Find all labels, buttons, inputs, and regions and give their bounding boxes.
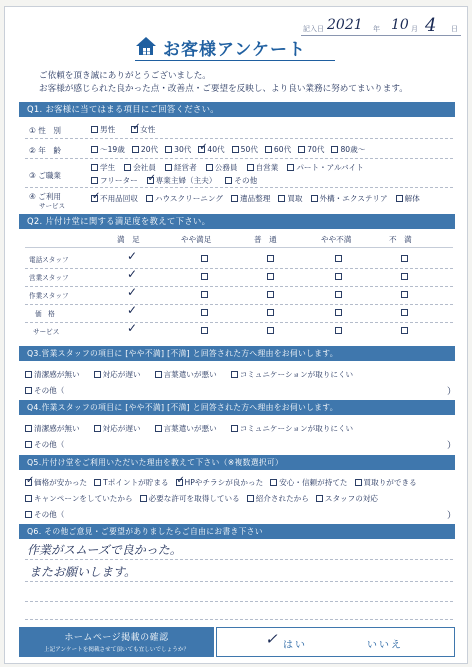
option-age-50s[interactable]: 50代 <box>232 144 258 155</box>
house-icon <box>135 36 157 60</box>
checkbox[interactable] <box>335 273 342 280</box>
option-buyback[interactable]: 買取りができる <box>355 477 417 488</box>
option-bad-language[interactable]: 言葉遣いが悪い <box>155 423 217 434</box>
option-slow-response[interactable]: 対応が遅い <box>94 369 141 380</box>
option-job-other[interactable]: その他 <box>225 175 257 186</box>
q1-heading: Q1. お客様に当てはまる項目にご回答ください。 <box>19 102 455 117</box>
checkbox[interactable] <box>335 309 342 316</box>
age-options <box>91 144 365 155</box>
checkbox[interactable] <box>201 273 208 280</box>
divider <box>25 322 453 323</box>
option-cheap-price[interactable]: ✓ 価格が安かった <box>25 477 87 488</box>
service-label: ④ ご利用 <box>29 192 62 201</box>
option-age-80[interactable]: 80歳～ <box>331 144 365 155</box>
row-label: 電話スタッフ <box>29 256 69 264</box>
consent-no[interactable]: いいえ <box>367 640 403 651</box>
divider <box>25 187 453 188</box>
checkbox[interactable] <box>335 291 342 298</box>
q5-other[interactable]: その他（ <box>25 509 64 520</box>
option-homemaker[interactable]: ✓ 専業主婦（主夫） <box>147 175 217 186</box>
q5-options-row1 <box>25 477 417 488</box>
intro-line-2: お客様が感じられた良かった点・改善点・ご要望を反映し、より良い業務に努めてまいります。 <box>39 84 408 94</box>
satisfaction-header <box>5 234 468 246</box>
divider <box>25 286 453 287</box>
survey-sheet <box>4 6 468 664</box>
checkbox[interactable] <box>401 309 408 316</box>
q3-heading: Q3.営業スタッフの項目に [やや不満] [不満] と回答された方へ理由をお伺いします。 <box>19 346 455 361</box>
homepage-consent-label <box>19 627 214 657</box>
age-label: ② 年 齢 <box>29 146 62 155</box>
checkbox[interactable] <box>201 291 208 298</box>
check-mark[interactable]: ✓ <box>127 249 138 263</box>
option-age-60s[interactable]: 60代 <box>265 144 291 155</box>
checkbox[interactable] <box>401 273 408 280</box>
check-mark[interactable]: ✓ <box>127 267 138 281</box>
checkbox-checked[interactable] <box>131 126 138 133</box>
checkbox[interactable] <box>267 327 274 334</box>
consent-title: ホームページ掲載の確認 <box>64 633 169 643</box>
option-student[interactable]: 学生 <box>91 162 115 173</box>
option-age-19[interactable]: ～19歳 <box>91 144 125 155</box>
row-phone-staff <box>5 249 468 267</box>
date-month[interactable]: 10 <box>391 17 409 33</box>
checkbox[interactable] <box>201 309 208 316</box>
date-year[interactable]: 2021 <box>327 17 363 33</box>
option-self-employed[interactable]: 自営業 <box>247 162 279 173</box>
page-title: お客様アンケート <box>163 40 306 60</box>
option-estate-clearing[interactable]: 遺品整理 <box>231 193 270 204</box>
option-female[interactable]: ✓ 女性 <box>131 124 155 135</box>
comment-rule <box>25 601 453 602</box>
option-age-20s[interactable]: 20代 <box>132 144 158 155</box>
divider <box>25 247 453 248</box>
month-unit: 月 <box>411 25 418 33</box>
option-bad-language[interactable]: 言葉遣いが悪い <box>155 369 217 380</box>
q3-close-bracket: ） <box>447 387 457 397</box>
job-label: ③ ご職業 <box>29 171 62 180</box>
divider <box>25 304 453 305</box>
check-mark[interactable]: ✓ <box>127 321 138 335</box>
option-t-point[interactable]: Tポイントが貯まる <box>94 477 168 488</box>
row-label: 価 格 <box>35 310 55 318</box>
checkbox[interactable] <box>267 291 274 298</box>
col-somewhat-satisfied: やや満足 <box>181 235 212 244</box>
title-underline <box>135 60 335 61</box>
intro-line-1: ご依頼を頂き誠にありがとうございました。 <box>39 71 211 81</box>
option-referral[interactable]: 紹介されたから <box>247 493 309 504</box>
comment-line-1[interactable]: 作業がスムーズで良かった。 <box>27 543 182 557</box>
q3-options <box>25 369 353 380</box>
option-buyback[interactable]: 買取 <box>278 193 302 204</box>
row-label: サービス <box>33 328 60 336</box>
comment-rule <box>25 581 453 582</box>
option-employee[interactable]: 会社員 <box>124 162 156 173</box>
comment-rule <box>25 619 453 620</box>
q5-options-row2 <box>25 493 378 504</box>
col-neutral: 普 通 <box>254 235 277 244</box>
option-hp-flyer[interactable]: ✓ HPやチラシが良かった <box>176 477 264 488</box>
check-mark[interactable]: ✓ <box>127 303 138 317</box>
checkbox[interactable] <box>91 126 98 133</box>
row-service <box>5 321 468 339</box>
option-manager[interactable]: 経営者 <box>165 162 197 173</box>
service-options <box>91 193 420 204</box>
q4-other[interactable]: その他（ <box>25 439 64 450</box>
day-unit: 日 <box>451 25 458 33</box>
option-male[interactable]: 男性 <box>91 124 115 135</box>
option-not-clean[interactable]: 清潔感が無い <box>25 423 80 434</box>
q4-options <box>25 423 353 434</box>
divider <box>25 158 453 159</box>
checkbox[interactable] <box>401 291 408 298</box>
row-label: 営業スタッフ <box>29 274 69 282</box>
option-age-40s[interactable]: ✓ 40代 <box>198 144 224 155</box>
col-somewhat-dissatisfied: やや不満 <box>321 235 352 244</box>
option-exterior[interactable]: 外構・エクステリア <box>311 193 388 204</box>
option-age-70s[interactable]: 70代 <box>298 144 324 155</box>
option-age-30s[interactable]: 30代 <box>165 144 191 155</box>
checkbox[interactable] <box>401 255 408 262</box>
gender-label: ① 性 別 <box>29 126 62 135</box>
checkbox[interactable] <box>335 255 342 262</box>
option-civil-servant[interactable]: 公務員 <box>206 162 238 173</box>
intro-text <box>39 70 408 96</box>
option-junk-removal[interactable]: ✓ 不用品回収 <box>91 193 138 204</box>
title-row <box>135 35 306 60</box>
checkbox[interactable] <box>401 327 408 334</box>
option-demolition[interactable]: 解体 <box>396 193 420 204</box>
gender-options <box>91 124 155 135</box>
checkbox[interactable] <box>267 255 274 262</box>
job-options-row2 <box>91 175 257 186</box>
consent-subtitle: 上記アンケートを掲載させて頂いても宜しいでしょうか？ <box>43 647 190 653</box>
option-trust[interactable]: 安心・信頼が持てた <box>270 477 347 488</box>
col-dissatisfied: 不 満 <box>389 235 412 244</box>
row-sales-staff <box>5 267 468 285</box>
consent-yes[interactable]: はい <box>283 640 307 651</box>
checkbox[interactable] <box>201 255 208 262</box>
q3-other[interactable]: その他（ <box>25 385 64 396</box>
comment-rule <box>25 559 453 560</box>
row-work-staff <box>5 285 468 303</box>
date-label: 記入日 <box>303 25 324 33</box>
checkbox[interactable] <box>267 309 274 316</box>
check-mark[interactable]: ✓ <box>127 285 138 299</box>
service-label-2: サービス <box>39 202 65 210</box>
col-satisfied: 満 足 <box>117 235 140 244</box>
consent-check-mark: ✓ <box>265 630 278 648</box>
q4-close-bracket: ） <box>447 441 457 451</box>
divider <box>25 138 453 139</box>
option-staff-service[interactable]: スタッフの対応 <box>316 493 378 504</box>
date-underline <box>301 35 461 36</box>
checkbox[interactable] <box>201 327 208 334</box>
q5-close-bracket: ） <box>447 511 457 521</box>
row-price <box>5 303 468 321</box>
q2-heading: Q2. 片付け堂に関する満足度を教えて下さい。 <box>19 214 455 229</box>
date-day[interactable]: 4 <box>425 15 437 36</box>
row-label: 作業スタッフ <box>29 292 69 300</box>
checkbox[interactable] <box>267 273 274 280</box>
comment-line-2[interactable]: またお願いします。 <box>29 565 137 579</box>
checkbox[interactable] <box>335 327 342 334</box>
option-part-time[interactable]: パート・アルバイト <box>287 162 364 173</box>
year-unit: 年 <box>373 25 380 33</box>
option-campaign[interactable]: キャンペーンをしていたから <box>25 493 133 504</box>
q5-heading: Q5.片付け堂をご利用いただいた理由を教えて下さい（※複数選択可） <box>19 455 455 470</box>
q4-heading: Q4.作業スタッフの項目に [やや不満] [不満] と回答された方へ理由をお伺いします。 <box>19 400 455 415</box>
option-not-clean[interactable]: 清潔感が無い <box>25 369 80 380</box>
option-poor-communication[interactable]: コミュニケーションが取りにくい <box>231 423 353 434</box>
consent-options <box>216 627 455 657</box>
job-options-row1 <box>91 162 364 173</box>
option-poor-communication[interactable]: コミュニケーションが取りにくい <box>231 369 353 380</box>
q6-heading: Q6. その他ご意見・ご要望がありましたらご自由にお書き下さい <box>19 524 455 539</box>
divider <box>25 268 453 269</box>
option-licensed[interactable]: 必要な許可を取得している <box>140 493 240 504</box>
option-house-cleaning[interactable]: ハウスクリーニング <box>146 193 223 204</box>
option-slow-response[interactable]: 対応が遅い <box>94 423 141 434</box>
option-freeter[interactable]: フリーター <box>91 175 138 186</box>
